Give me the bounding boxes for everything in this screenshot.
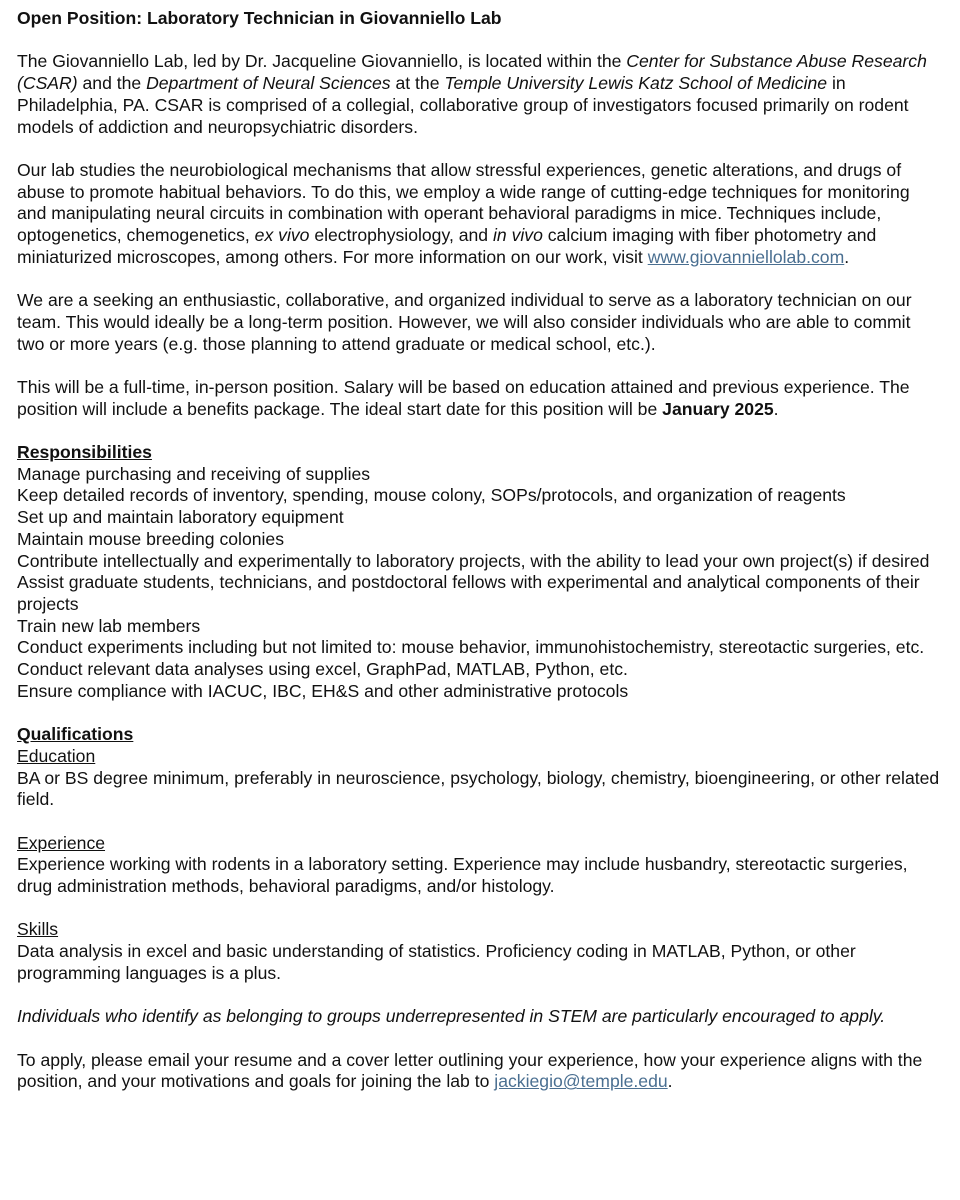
list-item: Conduct experiments including but not limited to: mouse behavior, immunohistochemistry, stereotactic surgeries, etc. bbox=[17, 637, 925, 658]
research-paragraph: Our lab studies the neurobiological mechanisms that allow stressful experiences, genetic alterations, and drugs of abuse to promote habitual behaviors. To do this, we employ a wide range of cutting-edge techniques for monitoring and manipulating neural circuits in combination with operant behavioral paradigms in mice. Techniques include, optogenetics, chemogenetics, ex vivo electrophysiology, and in vivo calcium imaging with fiber photometry and miniaturized microscopes, among others. For more information on our work, visit www.giovanniellolab.com. bbox=[17, 159, 910, 267]
list-item: Contribute intellectually and experimentally to laboratory projects, with the ability to lead your own project(s) if desired bbox=[17, 550, 930, 571]
lab-website-link[interactable]: www.giovanniellolab.com bbox=[647, 246, 845, 267]
encouragement-paragraph: Individuals who identify as belonging to groups underrepresented in STEM are particularly encouraged to apply. bbox=[17, 1006, 886, 1027]
list-item: Manage purchasing and receiving of supplies bbox=[17, 463, 371, 484]
list-item: Ensure compliance with IACUC, IBC, EH&S and other administrative protocols bbox=[17, 680, 629, 701]
skills-heading: Skills bbox=[17, 919, 59, 940]
csar-name: Center for Substance Abuse Research (CSAR) bbox=[17, 51, 927, 94]
skills-text: Data analysis in excel and basic understanding of statistics. Proficiency coding in MATLAB, Python, or other programming languages is a plus. bbox=[17, 941, 856, 983]
responsibilities-list bbox=[17, 464, 942, 703]
education-heading: Education bbox=[17, 745, 96, 766]
start-date: January 2025 bbox=[662, 398, 774, 419]
experience-heading: Experience bbox=[17, 832, 106, 853]
seeking-paragraph: We are a seeking an enthusiastic, collaborative, and organized individual to serve as a laboratory technician on our team. This would ideally be a long-term position. However, we will also consider individuals who are able to commit two or more years (e.g. those planning to attend graduate or medical school, etc.). bbox=[17, 290, 912, 354]
list-item: Set up and maintain laboratory equipment bbox=[17, 507, 344, 528]
intro-paragraph: The Giovanniello Lab, led by Dr. Jacqueline Giovanniello, is located within the Center for Substance Abuse Research (CSAR) and the Department of Neural Sciences at the Temple University Lewis Katz School of Medicine in Philadelphia, PA. CSAR is comprised of a collegial, collaborative group of investigators focused primarily on rodent models of addiction and neuropsychiatric disorders. bbox=[17, 51, 927, 137]
qualifications-heading: Qualifications bbox=[17, 724, 134, 745]
ex-vivo-term: ex vivo bbox=[254, 225, 310, 245]
contact-email-link[interactable]: jackiegio@temple.edu bbox=[494, 1071, 668, 1092]
responsibilities-heading: Responsibilities bbox=[17, 441, 152, 462]
page-title: Open Position: Laboratory Technician in Giovanniello Lab bbox=[17, 8, 502, 28]
list-item: Assist graduate students, technicians, and postdoctoral fellows with experimental and analytical components of their projects bbox=[17, 572, 920, 614]
fulltime-paragraph: This will be a full-time, in-person position. Salary will be based on education attained and previous experience. The position will include a benefits package. The ideal start date for this position will be January 2025. bbox=[17, 376, 910, 419]
education-text: BA or BS degree minimum, preferably in neuroscience, psychology, biology, chemistry, bioengineering, or other related field. bbox=[17, 767, 940, 810]
list-item: Maintain mouse breeding colonies bbox=[17, 528, 284, 549]
department-name: Department of Neural Sciences bbox=[146, 73, 391, 94]
apply-paragraph: To apply, please email your resume and a cover letter outlining your experience, how your experience aligns with the position, and your motivations and goals for joining the lab to jackiegio@temple.edu. bbox=[17, 1049, 923, 1092]
list-item: Train new lab members bbox=[17, 615, 201, 636]
list-item: Keep detailed records of inventory, spending, mouse colony, SOPs/protocols, and organization of reagents bbox=[17, 485, 846, 506]
in-vivo-term: in vivo bbox=[492, 225, 543, 245]
experience-text: Experience working with rodents in a laboratory setting. Experience may include husbandry, stereotactic surgeries, drug administration methods, behavioral paradigms, and/or histology. bbox=[17, 854, 908, 897]
list-item: Conduct relevant data analyses using excel, GraphPad, MATLAB, Python, etc. bbox=[17, 659, 628, 680]
school-name: Temple University Lewis Katz School of Medicine bbox=[444, 73, 828, 94]
